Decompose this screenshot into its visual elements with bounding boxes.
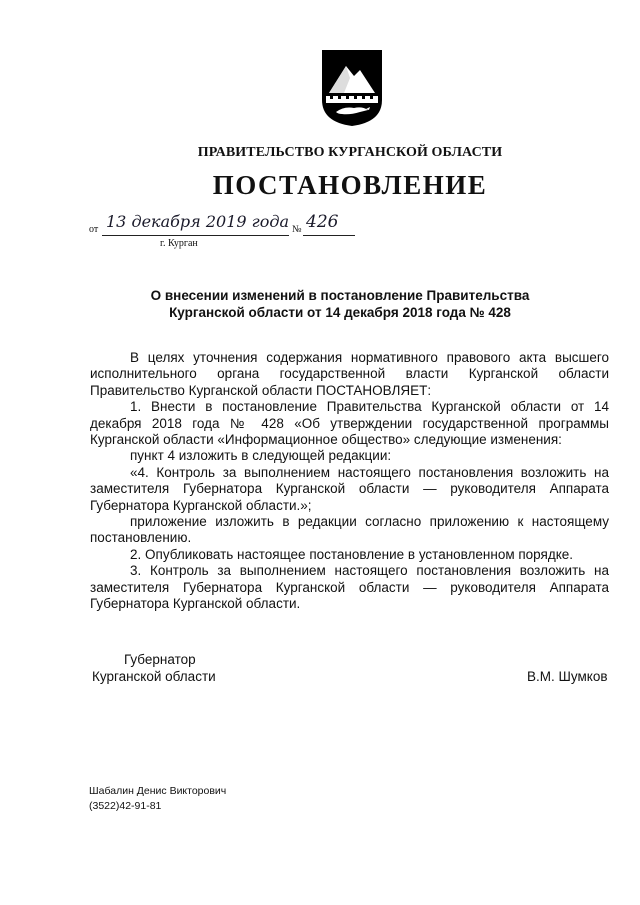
body-paragraph-item-2: 2. Опубликовать настоящее постановление в установленном порядке. (130, 546, 574, 562)
date-underline (102, 235, 289, 236)
number-label: № (292, 224, 302, 235)
signatory-position-2: Курганской области (92, 669, 216, 684)
subject-line-2: Курганской области от 14 декабря 2018 года № 428 (169, 305, 511, 320)
body-paragraph-point-4: пункт 4 изложить в следующей редакции: (130, 448, 392, 464)
executor-phone: (3522)42-91-81 (89, 800, 162, 812)
place-label: г. Курган (160, 238, 198, 249)
date-handwritten: 13 декабря 2019 года (106, 212, 290, 231)
body-paragraph-item-3: 3. Контроль за выполнением настоящего постановления возложить на заместителя Губернатора Курганской области — руководителя Аппарата Губернатора Курганской области. (90, 563, 609, 612)
executor-name: Шабалин Денис Викторович (89, 785, 227, 797)
body-paragraph-intro: В целях уточнения содержания нормативного правового акта высшего исполнительного органа государственной власти Курганской области Правительство Курганской области ПОСТАНОВЛЯЕТ: (90, 350, 609, 398)
government-name: ПРАВИТЕЛЬСТВО КУРГАНСКОЙ ОБЛАСТИ (197, 145, 503, 160)
number-handwritten: 426 (306, 212, 339, 232)
number-underline (303, 235, 355, 236)
signatory-name: В.М. Шумков (527, 669, 608, 684)
body-paragraph-appendix: приложение изложить в редакции согласно приложению к настоящему постановлению. (90, 514, 609, 546)
document-subject (0, 287, 640, 321)
document-body (90, 350, 609, 613)
body-paragraph-point-4-text: «4. Контроль за выполнением настоящего постановления возложить на заместителя Губернатора Курганской области — руководителя Аппарата Губернатора Курганской области.»; (90, 464, 609, 513)
date-from-label: от (89, 224, 99, 235)
kurgan-coat-of-arms-icon (320, 48, 384, 128)
document-type: ПОСТАНОВЛЕНИЕ (212, 170, 488, 200)
body-paragraph-item-1: 1. Внести в постановление Правительства Курганской области от 14 декабря 2018 года № 428 «Об утверждении государственной программы Курганской области «Информационное общество» следующие изменения: (90, 399, 609, 448)
subject-line-1: О внесении изменений в постановление Правительства (150, 288, 530, 303)
signatory-position-1: Губернатор (124, 652, 196, 667)
